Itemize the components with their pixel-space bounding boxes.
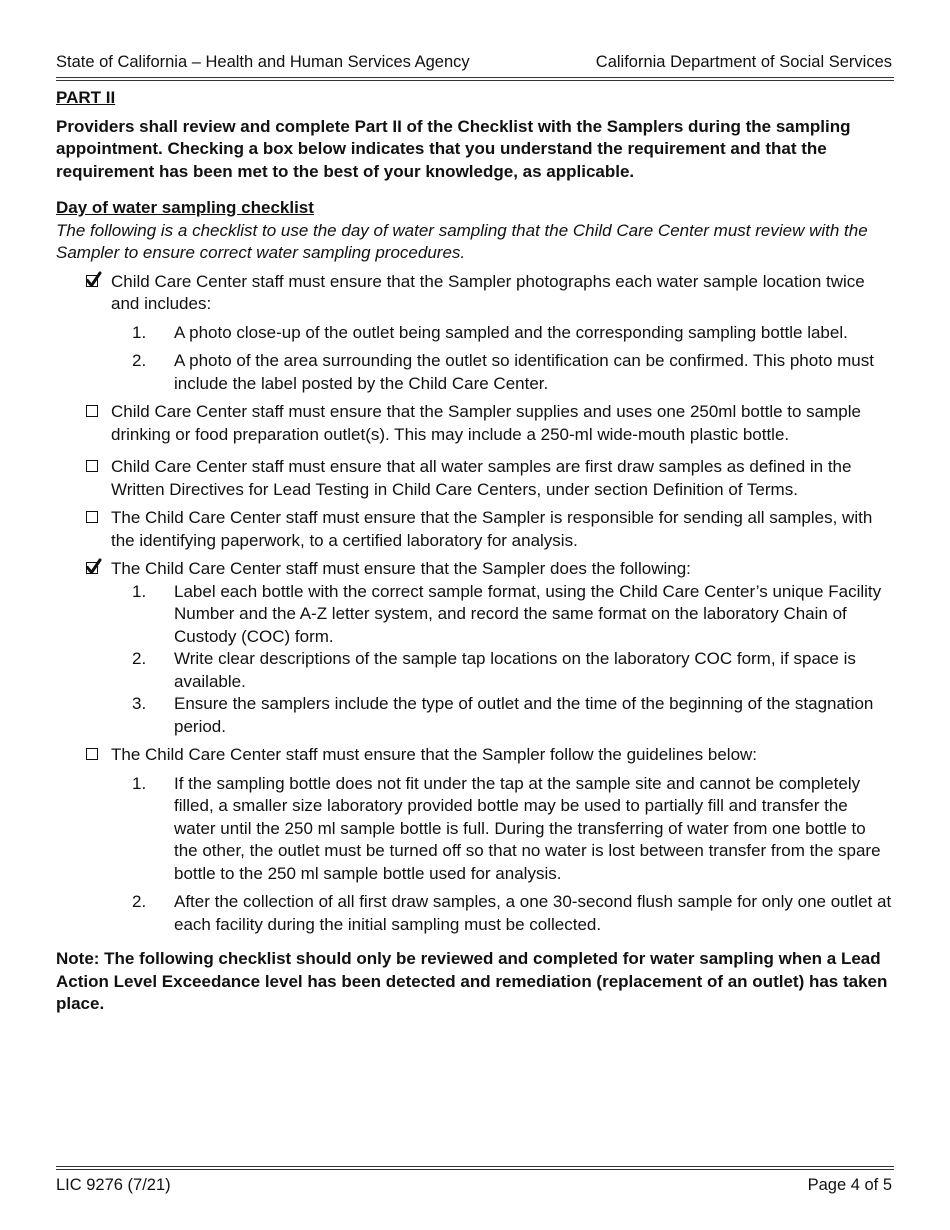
page-header (56, 51, 892, 74)
sub-item-text: A photo close-up of the outlet being sampled and the corresponding sampling bottle label. (174, 322, 848, 342)
note-paragraph: Note: The following checklist should only be reviewed and completed for water sampling when a Lead Action Level Exceedance level has been detected and remediation (replacement of an outlet) has taken place. (56, 949, 888, 1013)
sub-item-text: A photo of the area surrounding the outlet so identification can be confirmed. This photo must include the label posted by the Child Care Center. (174, 351, 874, 393)
page-number: Page 4 of 5 (807, 1176, 892, 1194)
checklist-item (56, 507, 892, 552)
intro-paragraph: Providers shall review and complete Part II of the Checklist with the Samplers during the sampling appointment. Checking a box below indicates that you understand the requirement and that the requirement has been met to the best of your knowledge, as applicable. (56, 116, 851, 181)
form-number: LIC 9276 (7/21) (56, 1176, 171, 1194)
sub-item (111, 773, 892, 886)
checkbox[interactable] (86, 405, 98, 417)
sub-item-text: Ensure the samplers include the type of outlet and the time of the beginning of the stagnation period. (174, 694, 874, 736)
sub-item-number: 2. (132, 649, 147, 668)
checklist-item (56, 456, 892, 501)
sub-list (111, 773, 892, 937)
sub-list (111, 581, 892, 739)
checklist-item-text: Child Care Center staff must ensure that the Sampler supplies and uses one 250ml bottle to sample drinking or food preparation outlet(s). This may include a 250-ml wide-mouth plastic bottle. (111, 402, 861, 444)
footer-rule-top (56, 1166, 894, 1167)
section-title: Day of water sampling checklist (56, 198, 314, 217)
checklist-item (56, 401, 892, 446)
header-agency: State of California – Health and Human Services Agency (56, 53, 470, 71)
sub-item-number: 1. (132, 773, 147, 793)
sub-item-text: After the collection of all first draw samples, a one 30-second flush sample for only one outlet at each facility during the initial sampling must be collected. (174, 892, 892, 934)
page-footer (56, 1174, 892, 1197)
part-title: PART II (56, 88, 116, 107)
sub-item (111, 322, 892, 345)
header-department: California Department of Social Services (595, 53, 892, 71)
sub-item-text: Write clear descriptions of the sample tap locations on the laboratory COC form, if space is available. (174, 649, 856, 691)
checkbox[interactable] (86, 275, 98, 287)
sub-item (111, 648, 892, 693)
sub-item-number: 1. (132, 322, 147, 342)
sub-item (111, 350, 892, 395)
section-description: The following is a checklist to use the day of water sampling that the Child Care Center must review with the Sampler to ensure correct water sampling procedures. (56, 220, 868, 262)
checklist-item-text: Child Care Center staff must ensure that all water samples are first draw samples as defined in the Written Directives for Lead Testing in Child Care Centers, under section Definition of Terms. (111, 457, 852, 499)
checkbox[interactable] (86, 748, 98, 760)
checklist-item-text: Child Care Center staff must ensure that the Sampler photographs each water sample location twice and includes: (111, 271, 865, 313)
page-content (56, 87, 892, 1016)
checklist-item-text: The Child Care Center staff must ensure that the Sampler is responsible for sending all samples, with the identifying paperwork, to a certified laboratory for analysis. (111, 508, 873, 550)
checkbox[interactable] (86, 562, 98, 574)
sub-item-text: If the sampling bottle does not fit under the tap at the sample site and cannot be completely filled, a smaller size laboratory provided bottle may be used to partially fill and transfer the water until the 250 ml sample bottle is full. During the transferring of water from one bottle to the other, the outlet must be turned off so that no water is lost between transfer from the spare bottle to the 250 ml sample bottle used for analysis. (174, 773, 881, 883)
footer-rule-bottom (56, 1169, 894, 1170)
checklist-item-text: The Child Care Center staff must ensure that the Sampler does the following: (111, 559, 691, 578)
sub-item (111, 581, 892, 649)
sub-item (111, 891, 892, 936)
sub-item-number: 1. (132, 581, 147, 601)
checkbox[interactable] (86, 460, 98, 472)
checkmark-icon (85, 558, 103, 576)
sub-item-number: 3. (132, 694, 147, 713)
sub-item-number: 2. (132, 351, 147, 370)
sub-item (111, 693, 892, 738)
sub-list (111, 322, 892, 396)
checklist-item (56, 558, 892, 738)
header-rule-top (56, 77, 894, 78)
sub-item-text: Label each bottle with the correct sample format, using the Child Care Center’s unique Facility Number and the A-Z letter system, and record the same format on the laboratory Chain of Custody (COC) form. (174, 581, 882, 646)
header-rule-bottom (56, 80, 894, 81)
checkbox[interactable] (86, 511, 98, 523)
sub-item-number: 2. (132, 892, 147, 911)
checklist-item (56, 744, 892, 936)
checklist-item-text: The Child Care Center staff must ensure that the Sampler follow the guidelines below: (111, 745, 758, 764)
checkmark-icon (85, 271, 103, 289)
checklist-item (56, 271, 892, 396)
